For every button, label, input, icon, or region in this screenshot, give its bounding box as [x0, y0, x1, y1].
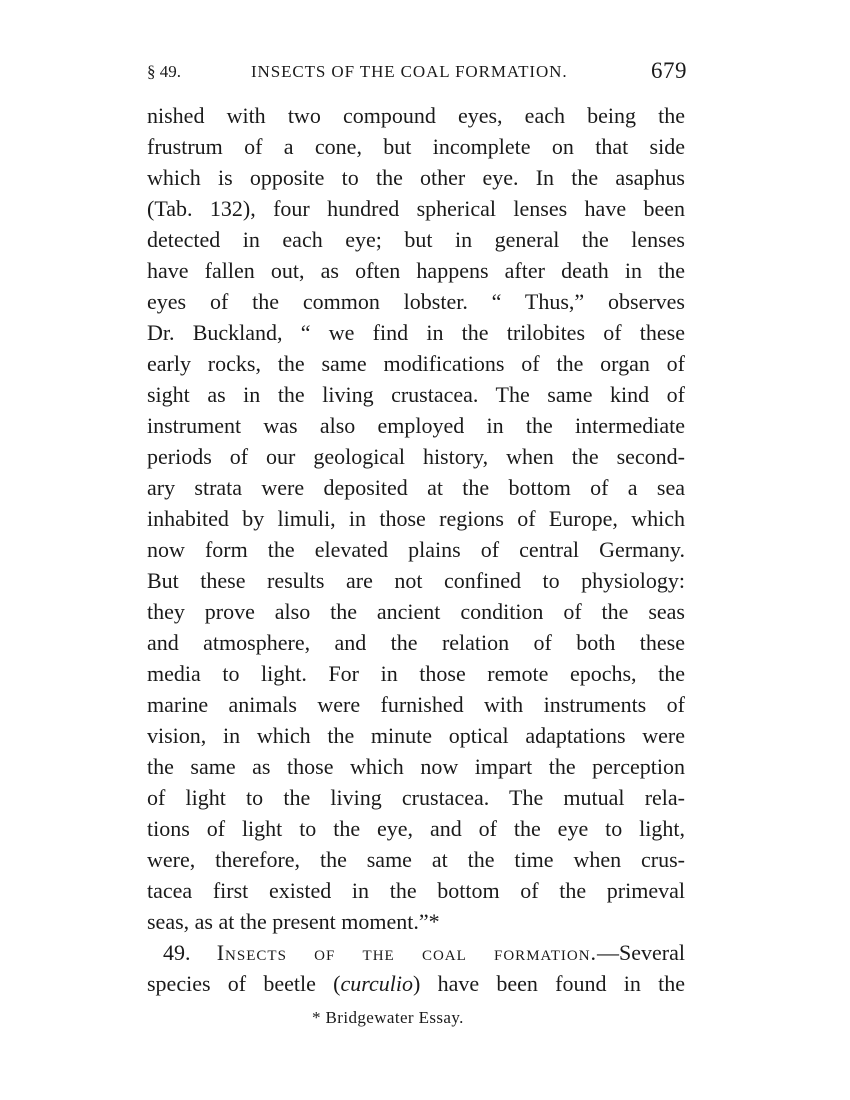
text-line: detected in each eye; but in general the lenses — [147, 227, 685, 252]
italic-term: curculio — [340, 971, 413, 996]
text-line: early rocks, the same modifications of the organ of — [147, 351, 685, 376]
text-line: tions of light to the eye, and of the eye to light, — [147, 816, 685, 841]
text-line: tacea first existed in the bottom of the primeval — [147, 878, 685, 903]
text-line: now form the elevated plains of central Germany. — [147, 537, 685, 562]
text-line: instrument was also employed in the intermediate — [147, 413, 685, 438]
text-line: nished with two compound eyes, each being the — [147, 103, 685, 128]
section-heading: Insects of the coal formation. — [216, 940, 598, 965]
text-line: media to light. For in those remote epochs, the — [147, 661, 685, 686]
text-line: were, therefore, the same at the time when crus- — [147, 847, 685, 872]
section-paragraph-line — [147, 937, 685, 968]
text-line: ary strata were deposited at the bottom of a sea — [147, 475, 685, 500]
section-heading-tail: —Several — [597, 940, 685, 965]
text-line: eyes of the common lobster. “ Thus,” observes — [147, 289, 685, 314]
text-line: But these results are not confined to physiology: — [147, 568, 685, 593]
text-line: which is opposite to the other eye. In the asaphus — [147, 165, 685, 190]
text-line: periods of our geological history, when the second- — [147, 444, 685, 469]
text-line: Dr. Buckland, “ we find in the trilobites of these — [147, 320, 685, 345]
text-line: of light to the living crustacea. The mutual rela- — [147, 785, 685, 810]
text-line: seas, as at the present moment.”* — [147, 909, 440, 934]
text-line: frustrum of a cone, but incomplete on that side — [147, 134, 685, 159]
footnote: * Bridgewater Essay. — [312, 1008, 464, 1027]
header-section-marker: § 49. — [147, 62, 181, 81]
text-line: and atmosphere, and the relation of both these — [147, 630, 685, 655]
text-fragment: ) have been found in the — [413, 971, 686, 996]
text-line: marine animals were furnished with instruments of — [147, 692, 685, 717]
text-line: they prove also the ancient condition of the seas — [147, 599, 685, 624]
section-paragraph-line — [147, 968, 685, 999]
page-number: 679 — [651, 58, 687, 83]
text-line: sight as in the living crustacea. The same kind of — [147, 382, 685, 407]
body-text — [147, 100, 685, 999]
text-line: vision, in which the minute optical adaptations were — [147, 723, 685, 748]
text-line: have fallen out, as often happens after death in the — [147, 258, 685, 283]
text-fragment: species of beetle ( — [147, 971, 341, 996]
header-chapter-title: INSECTS OF THE COAL FORMATION. — [251, 62, 568, 81]
section-number: 49. — [163, 940, 191, 965]
text-line: inhabited by limuli, in those regions of Europe, which — [147, 506, 685, 531]
running-header — [147, 58, 687, 88]
text-line: (Tab. 132), four hundred spherical lenses have been — [147, 196, 685, 221]
text-line: the same as those which now impart the perception — [147, 754, 685, 779]
